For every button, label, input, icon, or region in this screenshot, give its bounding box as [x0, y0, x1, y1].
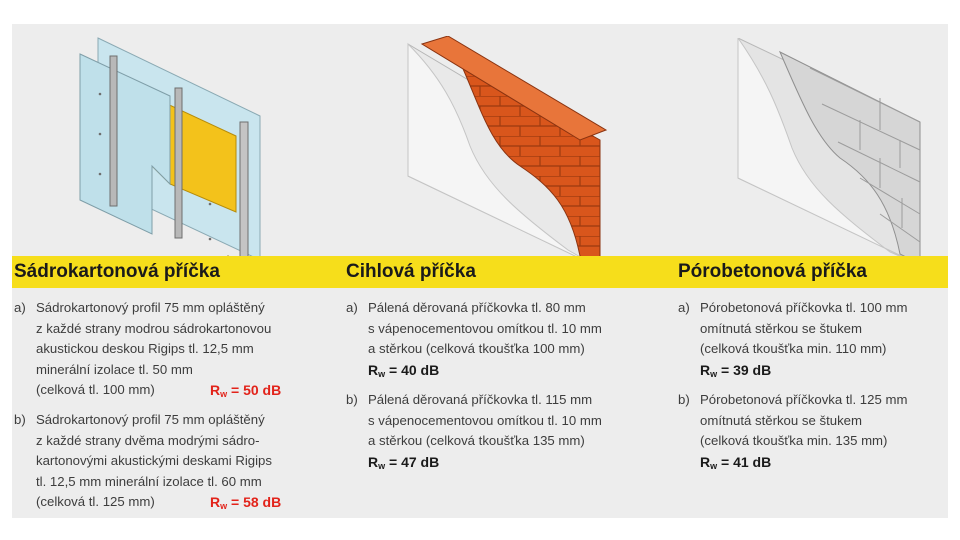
brick-title: Cihlová příčka	[346, 261, 476, 282]
aac-title: Pórobetonová příčka	[678, 261, 867, 282]
item-line: Sádrokartonový profil 75 mm opláštěný	[36, 300, 265, 315]
item-marker: a)	[678, 300, 690, 315]
rw-value: $R_w = 58$ dB	[210, 494, 282, 511]
item-line: tl. 12,5 mm minerální izolace tl. 60 mm	[36, 473, 262, 489]
brick-item-a	[346, 298, 646, 384]
item-line: omítnutá stěrkou se štukem	[700, 412, 862, 428]
item-line: minerální izolace tl. 50 mm	[36, 361, 193, 377]
drywall-item-b	[14, 410, 314, 513]
item-marker: b)	[346, 392, 358, 407]
item-line: Sádrokartonový profil 75 mm opláštěný	[36, 412, 265, 427]
item-line: z každé strany dvěma modrými sádro-	[36, 432, 260, 448]
aac-item-b	[678, 390, 946, 476]
brick-item-b	[346, 390, 646, 476]
item-marker: b)	[678, 392, 690, 407]
item-line: Pálená děrovaná příčkovka tl. 80 mm	[368, 300, 586, 315]
item-line: a stěrkou (celková tkoušťka 100 mm)	[368, 341, 585, 356]
item-line: (celková tl. 100 mm) $R_w = 50$ dB	[36, 380, 314, 401]
item-line: kartonovými akustickými deskami Rigips	[36, 453, 272, 468]
item-line: (celková tl. 125 mm) $R_w = 58$ dB	[36, 492, 314, 513]
item-line: Pálená děrovaná příčkovka tl. 115 mm	[368, 392, 593, 407]
item-line: akustickou deskou Rigips tl. 12,5 mm	[36, 341, 254, 356]
brick-partition-illustration	[400, 36, 620, 268]
aac-item-a	[678, 298, 946, 384]
rw-value: $R_w = 40$ dB	[368, 361, 440, 379]
rw-value: $R_w = 47$ dB	[368, 453, 440, 471]
item-line: Pórobetonová příčkovka tl. 100 mm	[700, 300, 908, 315]
drywall-item-a	[14, 298, 314, 401]
item-marker: a)	[346, 300, 358, 315]
item-line: s vápenocementovou omítkou tl. 10 mm	[368, 320, 602, 336]
aac-partition-illustration	[730, 38, 930, 270]
rw-value: $R_w = 39$ dB	[700, 361, 772, 379]
drywall-partition-illustration	[60, 34, 280, 278]
item-line: Pórobetonová příčkovka tl. 125 mm	[700, 392, 908, 407]
item-marker: b)	[14, 412, 26, 427]
item-line: a stěrkou (celková tkoušťka 135 mm)	[368, 433, 585, 448]
item-marker: a)	[14, 300, 26, 315]
drywall-title: Sádrokartonová příčka	[14, 261, 220, 282]
item-line: s vápenocementovou omítkou tl. 10 mm	[368, 412, 602, 428]
item-line: omítnutá stěrkou se štukem	[700, 320, 862, 336]
item-line: (celková tkoušťka min. 110 mm)	[700, 341, 887, 356]
rw-value: $R_w = 41$ dB	[700, 453, 772, 471]
item-line: (celková tkoušťka min. 135 mm)	[700, 433, 888, 448]
item-line: z každé strany modrou sádrokartonovou	[36, 320, 272, 336]
rw-value: $R_w = 50$ dB	[210, 382, 282, 399]
